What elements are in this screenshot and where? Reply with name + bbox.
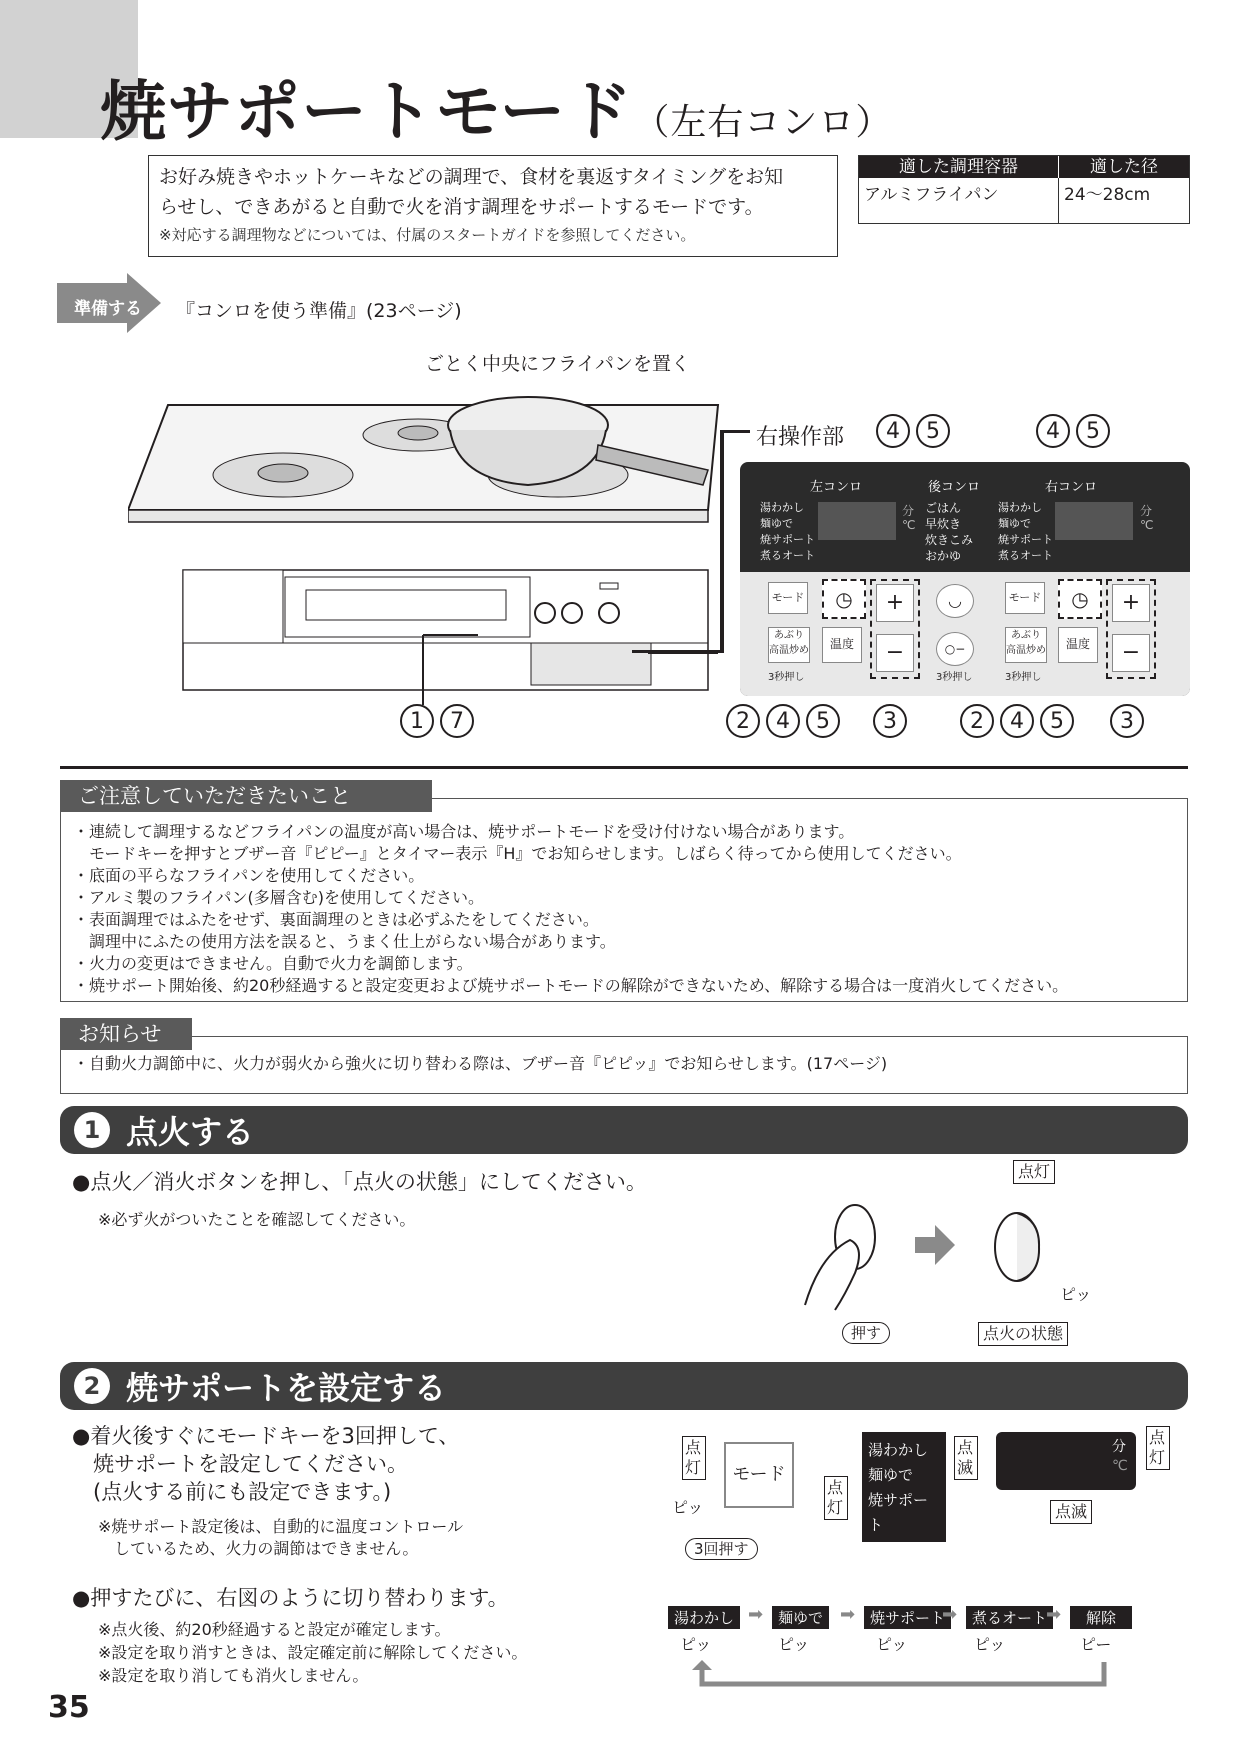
- left-burner-label: 左コンロ: [810, 480, 863, 495]
- step2-title: 焼サポートを設定する: [126, 1369, 447, 1407]
- caution-line: モードキーを押すとブザー音『ピピー』とタイマー表示『H』でお知らせします。しばらく待ってから使用してください。: [73, 844, 962, 863]
- caution-line: ・火力の変更はできません。自動で火力を調節します。: [73, 954, 473, 973]
- seq-sound: ピッ: [974, 1635, 1006, 1654]
- leader-line: [632, 650, 724, 653]
- menu-item: 湯わかし: [998, 501, 1042, 514]
- lit-label: 点灯: [1013, 1160, 1055, 1184]
- minus-key-left[interactable]: −: [876, 634, 914, 672]
- seq-item: 麺ゆで: [772, 1606, 829, 1629]
- lit-label: 点灯: [1146, 1426, 1170, 1470]
- step1-title: 点火する: [126, 1113, 255, 1151]
- step1-instruction: ●点火／消火ボタンを押し、「点火の状態」にしてください。: [72, 1170, 647, 1194]
- step2-notes: ※点火後、約20秒経過すると設定が確定します。 ※設定を取り消すときは、設定確定前に解除してください。 ※設定を取り消しても消火しません。: [98, 1620, 528, 1685]
- menu-item: ごはん: [925, 501, 962, 515]
- menu-item: 麺ゆで: [760, 517, 793, 530]
- callout-1-7: 1 7: [400, 704, 480, 738]
- seq-item: 焼サポート: [864, 1606, 951, 1629]
- press3-label: 3秒押し: [936, 672, 973, 683]
- menu-item: 炊きこみ: [925, 533, 974, 547]
- caution-box: [60, 798, 1188, 1002]
- ignition-illustration: [795, 1195, 1085, 1315]
- caution-line: ・焼サポート開始後、約20秒経過すると設定変更および焼サポートモードの解除ができないため、解除する場合は一度消火してください。: [73, 976, 1069, 995]
- plus-key-right[interactable]: +: [1112, 584, 1150, 622]
- notice-box: [60, 1036, 1188, 1094]
- temp-key-right[interactable]: 温度: [1058, 627, 1098, 663]
- rear-burner-label: 後コンロ: [928, 480, 981, 495]
- timer-key-right[interactable]: ◷: [1058, 579, 1102, 619]
- caution-line: 調理中にふたの使用方法を誤ると、うまく仕上がらない場合があります。: [73, 932, 616, 951]
- spec-table: [858, 155, 1190, 224]
- unit-min: 分: [1112, 1439, 1126, 1455]
- press3-times-label: 3回押す: [685, 1538, 758, 1560]
- menu-item: おかゆ: [925, 549, 962, 563]
- menu-item: 湯わかし: [760, 501, 804, 514]
- menu-item: 煮るオート: [760, 549, 815, 562]
- leader-line: [720, 430, 750, 433]
- stove-illustration: [128, 385, 728, 705]
- notice-text: ・自動火力調節中に、火力が弱火から強火に切り替わる際は、ブザー音『ピピッ』でお知らせします。(17ページ): [73, 1054, 888, 1073]
- press3-label: 3秒押し: [1005, 672, 1042, 683]
- intro-text-2: らせし、できあがると自動で火を消す調理をサポートするモードです。: [159, 196, 764, 218]
- timer-key-left[interactable]: ◷: [822, 579, 866, 619]
- press-label: 押す: [842, 1322, 890, 1344]
- left-timer-display: [818, 502, 896, 540]
- step1-note: ※必ず火がついたことを確認してください。: [98, 1210, 416, 1229]
- seq-item: 煮るオート: [966, 1606, 1053, 1629]
- step2-instruction: ●着火後すぐにモードキーを3回押して、 焼サポートを設定してください。 (点火する前にも設定できます。): [72, 1424, 460, 1504]
- callout-2-4-5-left: 2 4 5: [726, 704, 846, 738]
- unit-c: ℃: [1140, 518, 1154, 532]
- mode-key-right[interactable]: モード: [1005, 582, 1045, 614]
- blink-label: 点滅: [954, 1436, 978, 1480]
- menu-item: 焼サポート: [998, 533, 1053, 546]
- seq-sound: ピッ: [778, 1635, 810, 1654]
- mode-key-left[interactable]: モード: [768, 582, 808, 614]
- callout-4-5-right: 4 5: [1036, 414, 1116, 448]
- plus-key-left[interactable]: +: [876, 584, 914, 622]
- unit-min: 分: [1140, 504, 1153, 518]
- aburi-key-right[interactable]: あぶり 高温炒め: [1005, 627, 1047, 663]
- page-number: 35: [48, 1690, 90, 1725]
- leader-line: [720, 430, 724, 652]
- right-burner-label: 右コンロ: [1045, 480, 1098, 495]
- menu-item: 煮るオート: [998, 549, 1053, 562]
- beep-text: ピッ: [1060, 1285, 1092, 1304]
- lit-label: 点灯: [682, 1436, 706, 1480]
- right-timer-display: [1055, 502, 1133, 540]
- step2-bar: 2 焼サポートを設定する: [60, 1362, 1188, 1410]
- caution-line: ・底面の平らなフライパンを使用してください。: [73, 866, 425, 885]
- step2-note: ※焼サポート設定後は、自動的に温度コントロール しているため、火力の調節はできません。: [98, 1517, 464, 1558]
- notice-title: お知らせ: [60, 1018, 192, 1050]
- temp-key-left[interactable]: 温度: [822, 627, 862, 663]
- divider: [60, 766, 1188, 769]
- spec-header-diameter: 適した径: [1090, 157, 1158, 177]
- rice-key[interactable]: ◡: [936, 584, 974, 618]
- right-panel-label: 右操作部: [756, 425, 845, 450]
- lock-key[interactable]: ○−: [936, 632, 974, 666]
- blink-label: 点滅: [1050, 1500, 1092, 1524]
- seq-sound: ピー: [1080, 1635, 1112, 1654]
- intro-text-1: お好み焼きやホットケーキなどの調理で、食材を裏返すタイミングをお知: [159, 166, 784, 188]
- page-title: 焼サポートモード（左右コンロ）: [100, 73, 893, 150]
- menu-item: 焼サポート: [760, 533, 815, 546]
- menu-item: 麺ゆで: [998, 517, 1031, 530]
- step2-instruction-2: ●押すたびに、右図のように切り替わります。: [72, 1586, 509, 1610]
- lit-label: 点灯: [824, 1476, 848, 1520]
- caution-line: ・アルミ製のフライパン(多層含む)を使用してください。: [73, 888, 485, 907]
- control-panel: [740, 462, 1190, 696]
- step1-bar: 1 点火する: [60, 1106, 1188, 1154]
- prep-text: 『コンロを使う準備』(23ページ): [176, 300, 462, 322]
- minus-key-right[interactable]: −: [1112, 634, 1150, 672]
- callout-4-5-left: 4 5: [876, 414, 956, 448]
- intro-box: [148, 155, 838, 257]
- unit-min: 分: [902, 504, 915, 518]
- callout-3-right: 3: [1110, 704, 1150, 738]
- menu-display: 湯わかし 麺ゆで 焼サポート 煮るオート: [862, 1432, 946, 1542]
- aburi-key-left[interactable]: あぶり 高温炒め: [768, 627, 810, 663]
- callout-2-4-5-right: 2 4 5: [960, 704, 1080, 738]
- pan-caption: ごとく中央にフライパンを置く: [425, 353, 691, 375]
- mode-key[interactable]: モード: [724, 1442, 794, 1508]
- callout-3-left: 3: [873, 704, 913, 738]
- press3-label: 3秒押し: [768, 672, 805, 683]
- unit-c: ℃: [1112, 1458, 1128, 1474]
- menu-item: 早炊き: [925, 517, 962, 531]
- spec-header-vessel: 適した調理容器: [859, 156, 1059, 178]
- mode-sequence: 湯わかし ➡ 麺ゆで ➡ 焼サポート ➡ 煮るオート ➡ 解除: [668, 1606, 1158, 1632]
- caution-title: ご注意していただきたいこと: [60, 780, 432, 812]
- intro-note: ※対応する調理物などについては、付属のスタートガイドを参照してください。: [159, 226, 696, 244]
- spec-value-diameter: 24〜28cm: [1064, 185, 1151, 205]
- seq-item: 湯わかし: [668, 1606, 740, 1629]
- seq-sound: ピッ: [680, 1635, 712, 1654]
- ignition-state-label: 点火の状態: [978, 1322, 1068, 1346]
- seq-item: 解除: [1070, 1606, 1132, 1629]
- prep-label: 準備する: [74, 299, 142, 319]
- seq-sound: ピッ: [876, 1635, 908, 1654]
- loop-arrow: [690, 1660, 1110, 1690]
- caution-line: ・表面調理ではふたをせず、裏面調理のときは必ずふたをしてください。: [73, 910, 599, 929]
- spec-value-vessel: アルミフライパン: [859, 178, 1059, 223]
- unit-c: ℃: [902, 518, 916, 532]
- caution-line: ・連続して調理するなどフライパンの温度が高い場合は、焼サポートモードを受け付けない場合があります。: [73, 822, 855, 841]
- beep-text: ピッ: [672, 1498, 704, 1517]
